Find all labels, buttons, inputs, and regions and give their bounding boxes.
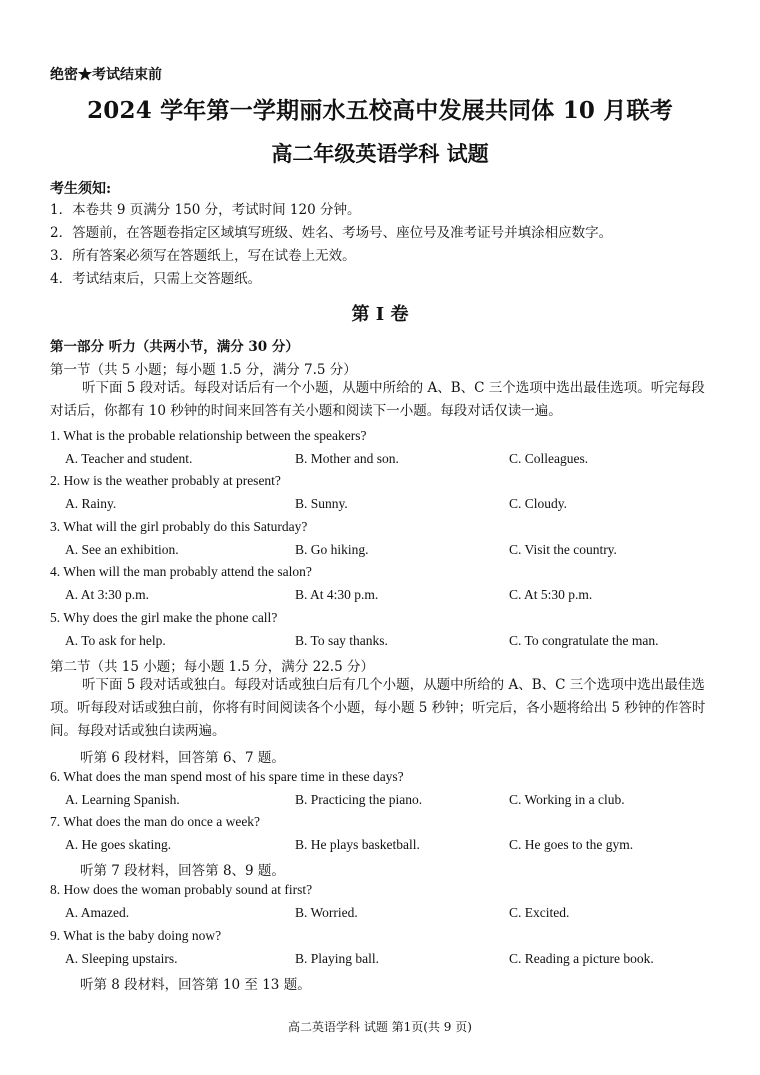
option-c: C. Working in a club. [509, 792, 625, 807]
page-footer: 高二英语学科 试题 第1页(共 9 页) [288, 1020, 472, 1034]
option-c: C. Reading a picture book. [509, 951, 654, 966]
option-a: A. Rainy. [65, 496, 117, 511]
material-7-note: 听第 7 段材料，回答第 8、9 题。 [80, 863, 285, 879]
material-6-note: 听第 6 段材料，回答第 6、7 题。 [80, 750, 285, 766]
option-c: C. Colleagues. [509, 451, 589, 466]
notice-heading: 考生须知: [50, 181, 112, 197]
part1-heading: 第一部分 听力（共两小节，满分 30 分） [50, 339, 299, 355]
option-c: C. Cloudy. [509, 496, 568, 511]
option-a: A. Teacher and student. [65, 451, 193, 466]
question-3: 3. What will the girl probably do this Saturday? [50, 519, 308, 534]
section1-heading: 第一节（共 5 小题；每小题 1.5 分，满分 7.5 分） [50, 362, 357, 378]
option-a: A. Learning Spanish. [65, 792, 180, 807]
question-9: 9. What is the baby doing now? [50, 928, 222, 943]
notice-item: 1．本卷共 9 页满分 150 分，考试时间 120 分钟。 [50, 202, 361, 218]
option-b: B. Practicing the piano. [295, 792, 423, 807]
question-6: 6. What does the man spend most of his spare time in these days? [50, 769, 404, 784]
option-a: A. Amazed. [65, 905, 130, 920]
confidential-mark: 绝密★考试结束前 [50, 67, 162, 83]
section2-instructions: 听下面 5 段对话或独白。每段对话或独白后有几个小题，从题中所给的 A、B、C 三个选项中选出最佳选项。听每段对话或独白前，你将有时间阅读各个小题，每小题 5 秒钟；听完后，各小题将给出 5 秒钟的作答时间。每段对话或独白读两遍。 [50, 677, 706, 739]
notice-item: 2．答题前，在答题卷指定区域填写班级、姓名、考场号、座位号及准考证号并填涂相应数字。 [50, 225, 613, 241]
option-b: B. Go hiking. [295, 542, 369, 557]
option-c: C. At 5:30 p.m. [509, 587, 593, 602]
option-c: C. He goes to the gym. [509, 837, 634, 852]
exam-title: 2024 学年第一学期丽水五校高中发展共同体 10 月联考 [87, 97, 673, 124]
option-b: B. At 4:30 p.m. [295, 587, 379, 602]
notice-list [50, 199, 730, 291]
option-b: B. He plays basketball. [295, 837, 420, 852]
question-7: 7. What does the man do once a week? [50, 814, 261, 829]
option-c: C. To congratulate the man. [509, 633, 659, 648]
exam-subtitle: 高二年级英语学科 试题 [271, 141, 489, 166]
option-c: C. Excited. [509, 905, 570, 920]
option-b: B. Playing ball. [295, 951, 379, 966]
volume-heading: 第 I 卷 [351, 304, 409, 325]
option-a: A. Sleeping upstairs. [65, 951, 178, 966]
question-8: 8. How does the woman probably sound at first? [50, 882, 313, 897]
material-8-note: 听第 8 段材料，回答第 10 至 13 题。 [80, 977, 311, 993]
option-b: B. Sunny. [295, 496, 348, 511]
option-a: A. At 3:30 p.m. [65, 587, 150, 602]
option-a: A. See an exhibition. [65, 542, 179, 557]
section2-heading: 第二节（共 15 小题；每小题 1.5 分，满分 22.5 分） [50, 659, 374, 675]
option-c: C. Visit the country. [509, 542, 617, 557]
notice-item: 3．所有答案必须写在答题纸上，写在试卷上无效。 [50, 248, 356, 264]
option-a: A. He goes skating. [65, 837, 172, 852]
option-b: B. Mother and son. [295, 451, 399, 466]
section1-instructions: 听下面 5 段对话。每段对话后有一个小题，从题中所给的 A、B、C 三个选项中选出最佳选项。听完每段对话后，你都有 10 秒钟的时间来回答有关小题和阅读下一小题。每段对话仅读一遍。 [50, 380, 705, 419]
question-2: 2. How is the weather probably at present? [50, 473, 281, 488]
option-a: A. To ask for help. [65, 633, 166, 648]
question-1: 1. What is the probable relationship between the speakers? [50, 428, 367, 443]
question-4: 4. When will the man probably attend the salon? [50, 564, 312, 579]
notice-item: 4．考试结束后，只需上交答题纸。 [50, 271, 262, 287]
option-b: B. To say thanks. [295, 633, 388, 648]
question-5: 5. Why does the girl make the phone call? [50, 610, 278, 625]
option-b: B. Worried. [295, 905, 358, 920]
